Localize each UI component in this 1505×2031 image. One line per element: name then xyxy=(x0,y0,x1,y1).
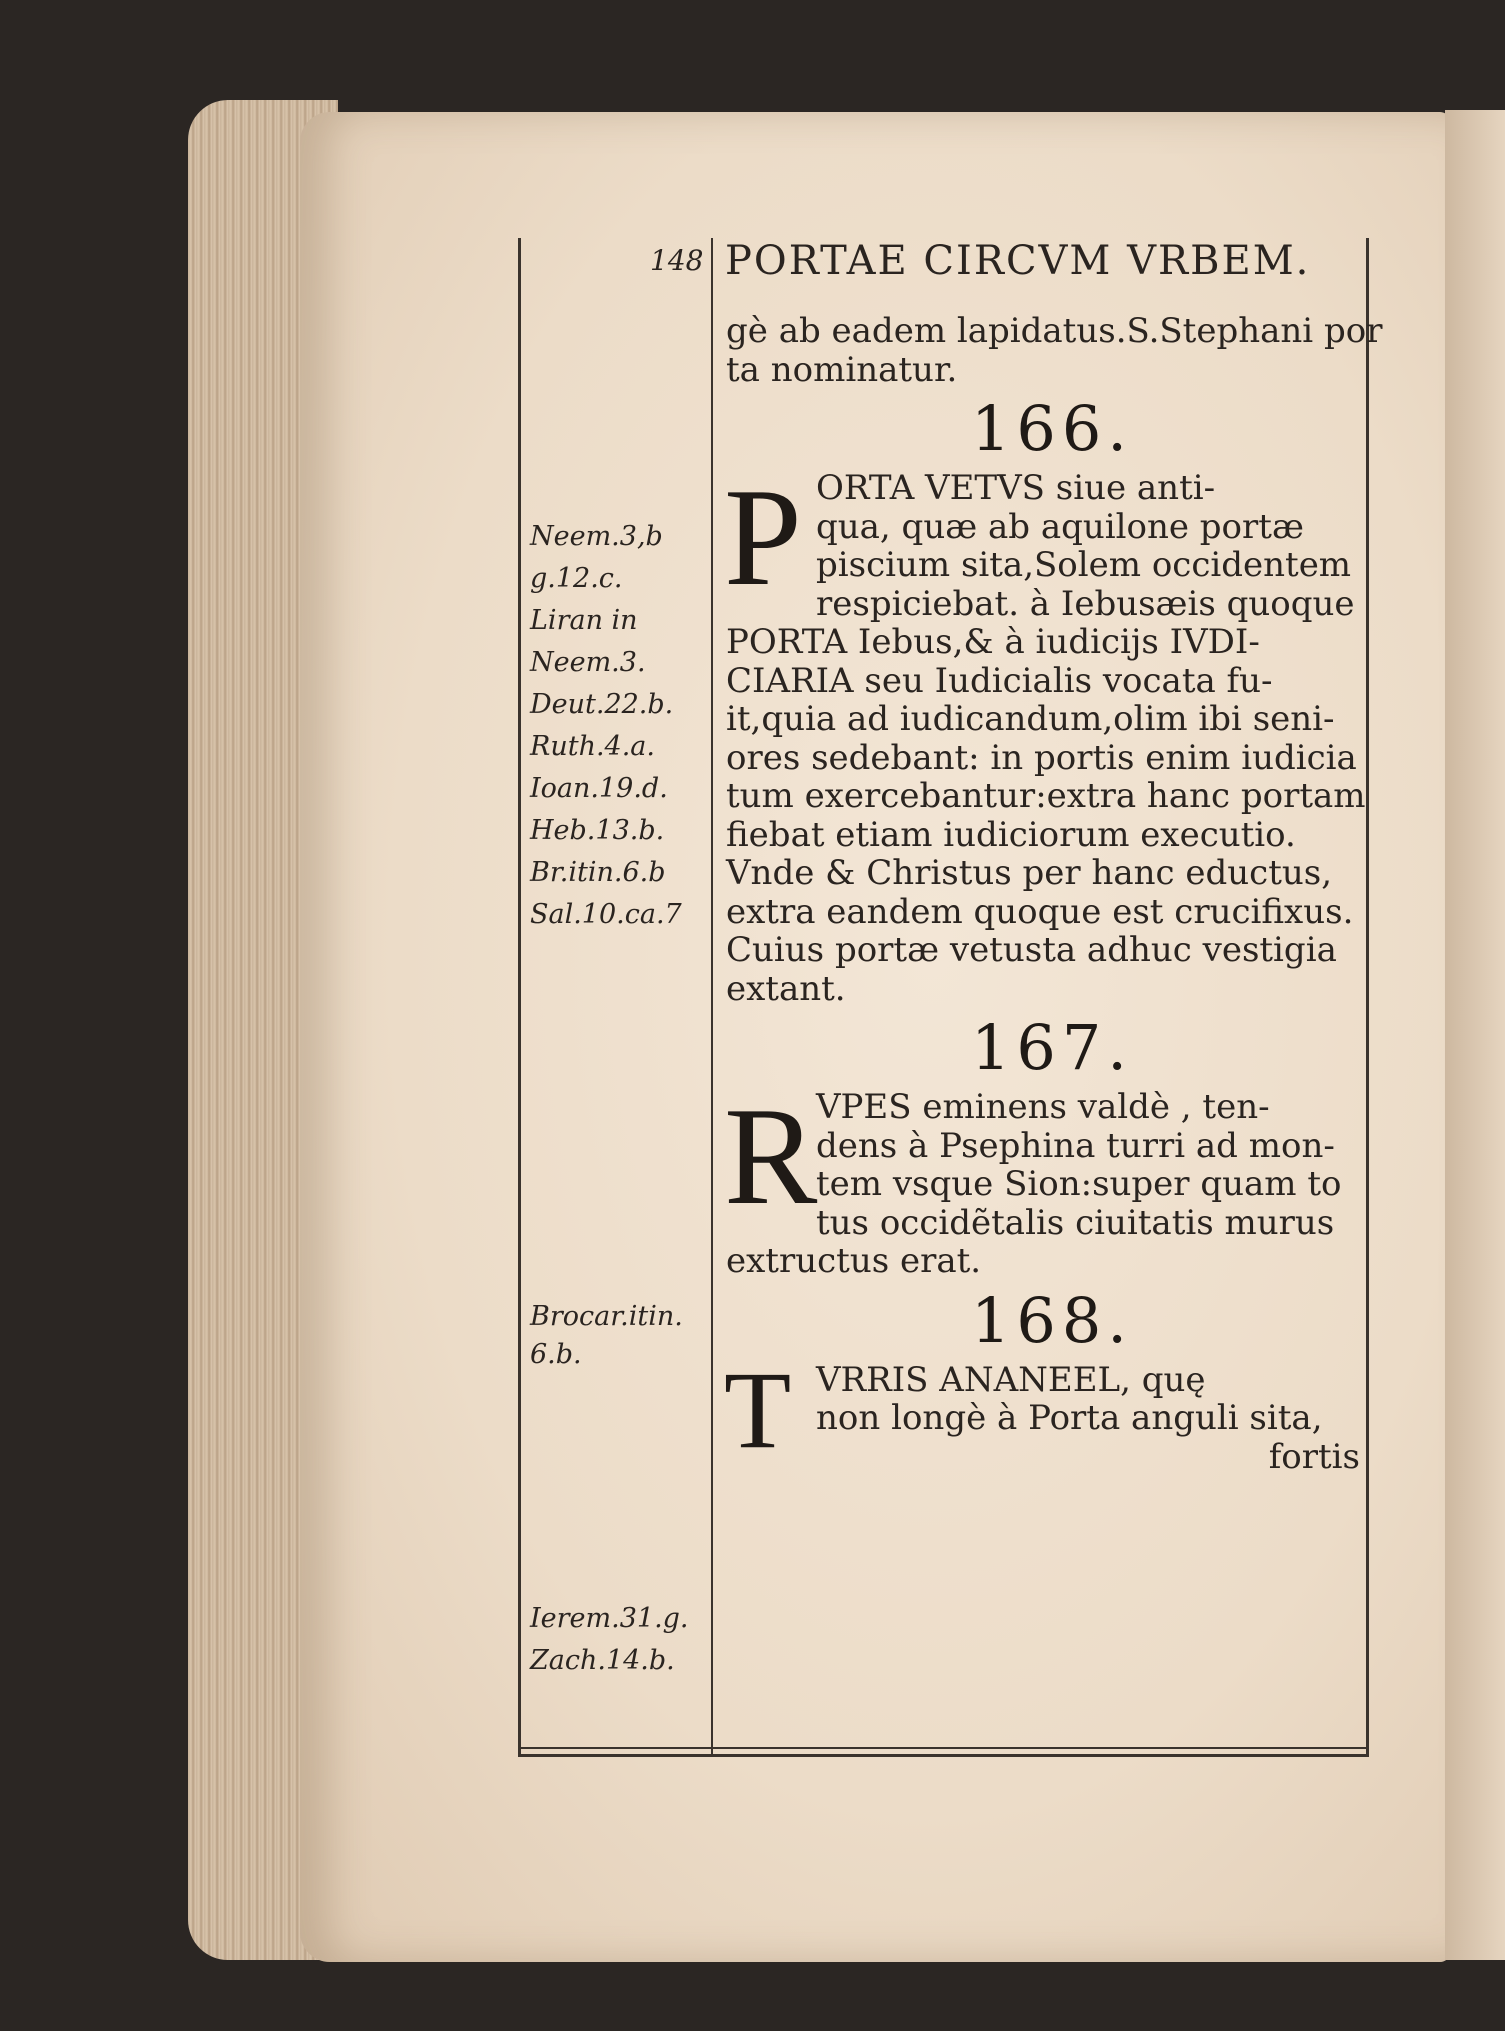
margin-note: Ierem.31.g. xyxy=(530,1603,689,1634)
text-line: ta nominatur. xyxy=(726,349,958,390)
margin-note: Br.itin.6.b xyxy=(530,857,666,888)
section-number: 168. xyxy=(970,1283,1134,1357)
margin-note: Heb.13.b. xyxy=(530,815,665,846)
frame-bottom-rule xyxy=(518,1747,1369,1749)
drop-cap: R xyxy=(724,1079,818,1234)
text-line: tem vsque Sion:super quam to xyxy=(816,1164,1342,1204)
text-line: Vnde & Christus per hanc eductus, xyxy=(726,853,1333,893)
text-line: CIARIA seu Iudicialis vocata fu- xyxy=(726,660,1273,701)
text-line: gè ab eadem lapidatus.S.Stephani por xyxy=(726,311,1383,351)
text-line: dens à Psephina turri ad mon- xyxy=(816,1125,1335,1166)
text-line: extructus erat. xyxy=(726,1241,982,1281)
text-line: respiciebat. à Iebusæis quoque xyxy=(816,583,1355,624)
text-line: piscium sita,Solem occidentem xyxy=(816,545,1352,585)
text-line: ORTA VETVS siue anti- xyxy=(816,468,1216,508)
text-line: extant. xyxy=(726,968,846,1009)
text-line: fiebat etiam iudiciorum executio. xyxy=(726,814,1296,855)
margin-note: Neem.3,b xyxy=(530,521,663,552)
text-line: non longè à Porta anguli sita, xyxy=(816,1398,1323,1438)
margin-note: Neem.3. xyxy=(530,647,646,678)
text-line: PORTA Iebus,& à iudicijs IVDI- xyxy=(726,622,1260,662)
section-167 xyxy=(724,1079,1378,1281)
text-line: it,quia ad iudicandum,olim ibi seni- xyxy=(726,699,1335,739)
page-header xyxy=(650,238,1380,288)
catchword: fortis xyxy=(1268,1436,1360,1477)
drop-cap: T xyxy=(724,1348,792,1471)
text-line: qua, quæ ab aquilone portæ xyxy=(816,506,1304,547)
text-line: ores sedebant: in portis enim iudicia xyxy=(726,737,1357,778)
page-number: 148 xyxy=(650,244,704,277)
margin-note: Liran in xyxy=(530,605,638,636)
margin-note: Sal.10.ca.7 xyxy=(530,899,682,930)
margin-note: Brocar.itin. xyxy=(530,1301,683,1332)
text-line: tum exercebantur:extra hanc portam xyxy=(726,776,1366,816)
margin-note: Ioan.19.d. xyxy=(530,773,668,804)
margin-note: 6.b. xyxy=(530,1339,582,1370)
margin-divider xyxy=(711,238,713,1754)
section-166 xyxy=(724,460,1378,1009)
body-text xyxy=(724,311,1383,1477)
text-line: Cuius portæ vetusta adhuc vestigia xyxy=(726,930,1337,970)
drop-cap: P xyxy=(724,460,802,615)
margin-note: Deut.22.b. xyxy=(530,689,674,720)
margin-note: Ruth.4.a. xyxy=(530,731,655,762)
text-line: extra eandem quoque est crucifixus. xyxy=(726,891,1354,932)
text-line: VPES eminens valdè , ten- xyxy=(816,1087,1270,1127)
section-number: 167. xyxy=(970,1011,1134,1084)
text-line: VRRIS ANANEEL, quę xyxy=(816,1359,1206,1400)
margin-note: g.12.c. xyxy=(530,563,623,594)
margin-note: Zach.14.b. xyxy=(530,1645,675,1676)
facing-page-edge xyxy=(1445,110,1505,1960)
section-number: 166. xyxy=(970,392,1134,465)
text-line: tus occidẽtalis ciuitatis murus xyxy=(816,1202,1335,1243)
running-head: PORTAE CIRCVM VRBEM. xyxy=(725,238,1311,284)
section-168 xyxy=(724,1348,1378,1477)
